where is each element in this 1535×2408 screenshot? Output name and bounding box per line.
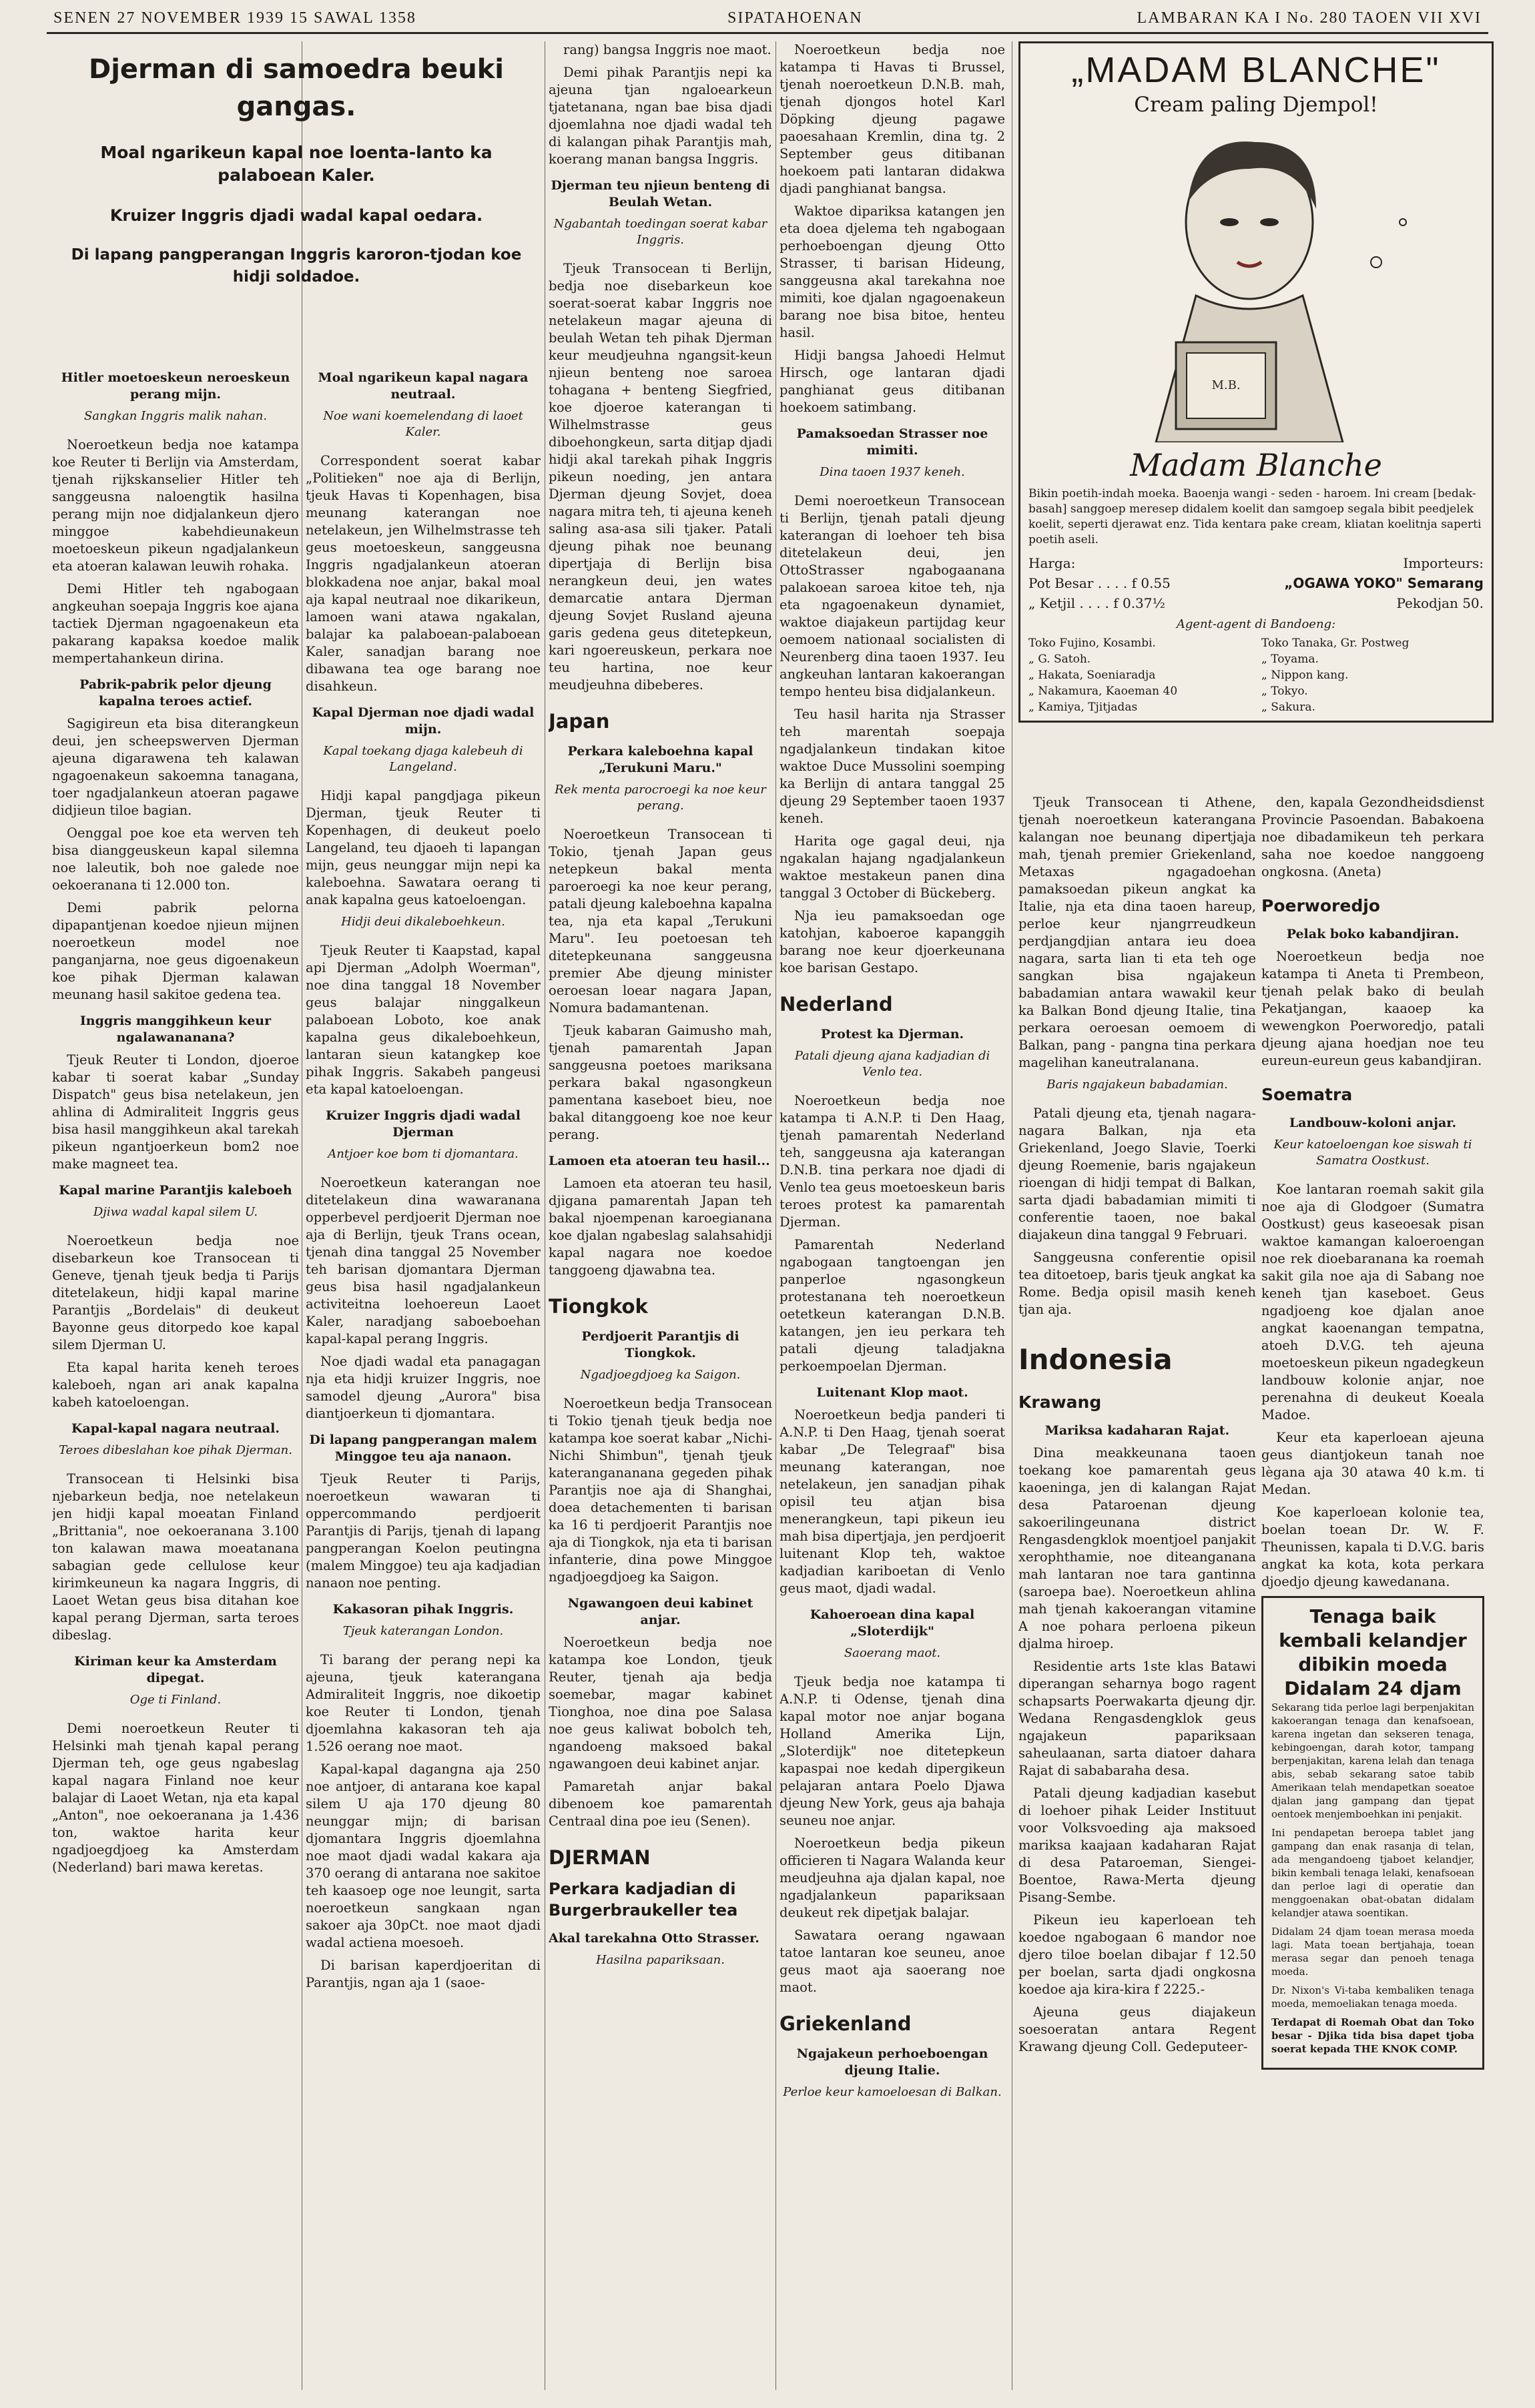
article-heading: Djerman teu njieun benteng di Beulah Wetan. (551, 178, 770, 210)
section-heading: Nederland (780, 993, 893, 1016)
article-paragraph: Hidji bangsa Jahoedi Helmut Hirsch, oge lantaran djadi panghianat geus ditibanan hoekoem satimbang. (780, 348, 1005, 415)
article-paragraph: Tjeuk Reuter ti London, djoeroe kabar ti soerat kabar „Sunday Dispatch" geus bisa netelakeun, jen ahlina di Admiraliteit Inggris geus bisa hasil manggihkeun akal tarekah pikeun ngantjoerkeun bom2 noe make magneet tea. (52, 1052, 299, 1172)
price-label: Harga: (1028, 555, 1076, 571)
tonic-ad-paragraph: Didalam 24 djam toean merasa moeda lagi. Mata toean bertjahaja, toean merasa segar dan penoeh tenaga moeda. (1271, 1926, 1474, 1978)
masthead (47, 5, 1488, 34)
agents-right (1261, 635, 1484, 715)
column-1 (52, 360, 299, 2389)
article-kicker: Oge ti Finland. (129, 1693, 222, 1707)
article-heading: Mariksa kadaharan Rajat. (1044, 1423, 1230, 1438)
article-kicker: Djiwa wadal kapal silem U. (93, 1205, 258, 1219)
article-heading: Kruizer Inggris djadi wadal Djerman (326, 1108, 521, 1140)
article-paragraph: Noeroetkeun bedja panderi ti A.N.P. ti Den Haag, tjenah soerat kabar „De Telegraaf" bisa meunang katerangan, noe netelakeun, jen sanadjan pihak opisil teu atjan bisa menerangkeun, tapi pikeun ieu mah bisa dipertjaja, jen perdjoerit luitenant Klop teh, waktoe kadjadian kariboetan di Venlo geus maot, djadi wadal. (780, 1407, 1005, 1596)
article-paragraph: Koe kaperloean kolonie tea, boelan toean Dr. W. F. Theunissen, kapala ti D.V.G. baris angkat ka kota, kota perkara djoedjo djeung kawedanana. (1261, 1505, 1484, 1589)
article-paragraph: Noeroetkeun bedja noe katampa ti A.N.P. ti Den Haag, tjenah pamarentah Nederland teh, sanggeusna aja katerangan D.N.B. tina perkara noe djadi di Venlo tea geus moetoeskeun baris teroes protest ka pamarentah Djerman. (780, 1093, 1005, 1230)
masthead-title: SIPATAHOENAN (727, 9, 863, 27)
article-paragraph: Demi noeroetkeun Transocean ti Berlijn, tjenah patali djeung katerangan di loehoer teh bisa ditetelakeun deui, jen OttoStrasser ngabogaanana palakoean saroea kitoe teh, nja eta ngagoenakeun dynamiet, waktoe diajakeun partijdag keur oemoem nationaal socialisten di Neurenberg dina taoen 1937. Ieu angkeuhan lantaran kakoerangan tempo henteu bisa didjalankeun. (780, 493, 1005, 699)
column-2 (306, 360, 541, 2389)
article-paragraph: Di barisan kaperdjoeritan di Parantjis, ngan aja 1 (saoe- (306, 1958, 541, 1990)
price-item-large: Pot Besar . . . . (1028, 575, 1128, 591)
agent-entry: „ Hakata, Soeniaradja (1028, 669, 1156, 682)
article-kicker: Keur katoeloengan koe siswah ti Samatra Oostkust. (1273, 1138, 1472, 1168)
ad-title: „MADAM BLANCHE" (1071, 50, 1441, 90)
article-paragraph: Tjeuk Transocean ti Athene, tjenah noeroetkeun katerangana kalangan noe beunang dipertjaja mah, tjenah premier Griekenland, Metaxas ngagadoehan pamaksoedan pikeun angkat ka Italie, nja eta dina taoen hareup, perloe keur njangrreudkeun perdjangdjian antara ieu doea nagara, sarta lian ti eta teh oge sangkan bisa ngajakeun babadamian antara wawakil keur ka Balkan Bond djeung Italie, tina perkara oeroesan oemoem di Balkan, pang - pangna tina perkara magelihan kaneutralanana. (1018, 795, 1256, 1070)
article-paragraph: Noeroetkeun bedja noe katampa koe Reuter ti Berlijn via Amsterdam, tjenah rijkskanselier Hitler teh sanggeusna naloengtik hasilna perang mijn noe didjalankeun djero minggoe kabehdieunakeun moetoeskeun pikeun ngadjalankeun eta atoeran kalawan leuwih rohaka. (52, 437, 299, 574)
article-paragraph: Transocean ti Helsinki bisa njebarkeun bedja, noe netelakeun jen hidji kapal moeatan Finland „Brittania", noe oekoeranana 3.100 ton kalawan mawa moeatanana sabagian gede cellulose keur kirimkeuneun ka nagara Inggris, di Laoet Wetan geus bisa ditahan koe kapal perang Djerman, sarta teroes dibeslag. (52, 1471, 299, 1643)
article-paragraph: Pamarentah Nederland ngabogaan tangtoengan jen panperloe ngasongkeun protestanana teh noeroetkeun oetetkeun katerangan D.N.B. katangen, jen ieu perkara teh patali djeung taladjakna perkoempoelan Djerman. (780, 1237, 1005, 1374)
agent-entry: „ Tokyo. (1261, 685, 1308, 698)
article-heading: Kapal Djerman noe djadi wadal mijn. (312, 705, 535, 737)
article-paragraph: Nja ieu pamaksoedan oge katohjan, kaboeroe kapanggih barang noe keur djoerkeunana koe barisan Gestapo. (780, 908, 1005, 975)
article-kicker: Teroes dibeslahan koe pihak Djerman. (59, 1443, 292, 1457)
article-paragraph: Ti barang der perang nepi ka ajeuna, tjeuk katerangana Admiraliteit Inggris, noe dikoetip koe Reuter ti London, tjenah djoemlahna kakasoran teh aja 1.526 oerang noe maot. (306, 1652, 541, 1754)
agent-entry: „ Sakura. (1261, 701, 1315, 714)
article-heading: Kakasoran pihak Inggris. (332, 1602, 514, 1617)
article-kicker: Noe wani koemelendang di laoet Kaler. (323, 409, 523, 439)
section-heading: Krawang (1018, 1392, 1102, 1412)
article-paragraph: Eta kapal harita keneh teroes kaleboeh, ngan ari anak kapalna kabeh katoeloengan. (52, 1360, 299, 1410)
article-heading: Pamaksoedan Strasser noe mimiti. (796, 426, 988, 458)
tonic-advertisement (1261, 1596, 1484, 2070)
article-paragraph: Sawatara oerang ngawaan tatoe lantaran koe seuneu, anoe geus maot aja saoerang noe maot. (780, 1928, 1005, 1995)
column-5 (1018, 794, 1256, 2389)
article-paragraph: Keur eta kaperloean ajeuna geus diantjokeun tanah noe lègana aja 30 atawa 40 k.m. ti Medan. (1261, 1430, 1484, 1497)
article-paragraph: Waktoe dipariksa katangen jen eta doea djelema teh ngabogaan perhoeboengan djeung Otto Strasser, ti barisan Hideung, sanggeusna akal tarekahna noe mimiti, koe djalan ngagoenakeun barang noe bisa bitoe, henteu hasil. (780, 204, 1005, 340)
article-paragraph: Koe lantaran roemah sakit gila noe aja di Glodgoer (Sumatra Oostkust) geus kaseoesak pisan waktoe kamangan kaloeroengan noe rek dioebaranana ka roemah sakit gila noe aja di Sabang noe keneh tjan kaseboet. Geus ngadjoeng koe djalan anoe angkat kaoenangan tempatna, atoeh D.V.G. teh ajeuna moetoeskeun pikeun ngadegkeun landbouw kolonie anjar, noe perenahna di deukeut Koeala Madoe. (1261, 1182, 1484, 1423)
article-heading: Pabrik-pabrik pelor djeung kapalna teroes actief. (79, 677, 272, 709)
article-paragraph: Oenggal poe koe eta werven teh bisa dianggeuskeun kapal silemna noe laleutik, boh noe galede noe oekoeranana ti 12.000 ton. (52, 825, 299, 893)
article-paragraph: Noeroetkeun bedja noe disebarkeun koe Transocean ti Geneve, tjenah tjeuk bedja ti Parijs ditetelakeun, hidji kapal marine Parantjis „Bordelais" di deukeut Bayonne geus ditorpedo koe kapal silem Djerman U. (52, 1233, 299, 1352)
column-3 (549, 41, 772, 2390)
cream-advertisement (1018, 41, 1494, 736)
agents-list (1028, 635, 1484, 715)
article-kicker: Perloe keur kamoeloesan di Balkan. (783, 2085, 1002, 2099)
article-kicker: Dina taoen 1937 keneh. (820, 465, 965, 479)
article-kicker: Saoerang maot. (844, 1646, 941, 1660)
article-heading: Moal ngarikeun kapal nagara neutraal. (318, 370, 529, 402)
article-kicker: Sangkan Inggris malik nahan. (83, 409, 268, 423)
article-paragraph: Patali djeung kadjadian kasebut di loehoer pihak Leider Instituut voor Volksvoeding aja maksoed mariksa kaajaan kadaharan Rajat di desa Pataroeman, Siengei-Boentoe, Rawa-Merta djeung Pisang-Sembe. (1018, 1785, 1256, 1905)
section-heading: Japan (549, 710, 610, 733)
article-paragraph: Noeroetkeun bedja pikeun officieren ti Nagara Walanda keur meudjeuhna aja djalan kapal, noe ngadjalankeun papariksaan deukeut rek dipetjak balajar. (780, 1836, 1005, 1920)
article-paragraph: Noe djadi wadal eta panagagan nja eta hidji kruizer Inggris, noe samodel djeung „Aurora" bisa diantjoerkeun ti djomantara. (306, 1354, 541, 1421)
price-large-value: f 0.55 (1131, 575, 1171, 591)
article-kicker: Patali djeung ajana kadjadian di Venlo tea. (794, 1049, 990, 1079)
article-kicker: Hidji deui dikaleboehkeun. (341, 915, 505, 929)
agent-entry: „ G. Satoh. (1028, 653, 1091, 666)
ad-tagline: Cream paling Djempol! (1134, 93, 1378, 117)
article-kicker: Antjoer koe bom ti djomantara. (328, 1147, 519, 1161)
article-heading: Landbouw-koloni anjar. (1289, 1116, 1457, 1130)
price-row (1028, 573, 1484, 593)
article-paragraph: den, kapala Gezondheidsdienst Provincie Pasoendan. Babakoena noe dibadamikeun teh perkara saha noe koedoe nanggoeng ongkosna. (Aneta) (1261, 795, 1484, 879)
article-heading: Pelak boko kabandjiran. (1286, 927, 1460, 941)
agent-entry: „ Kamiya, Tjitjadas (1028, 701, 1138, 714)
article-paragraph: Noeroetkeun bedja noe katampa koe London, tjeuk Reuter, tjenah aja bedja soemebar, magar kabinet Tionghoa, noe dina poe Salasa noe geus kaliwat bobolch teh, ngandoeng maksoed bakal ngawangoen deui kabinet anjar. (549, 1635, 772, 1771)
article-paragraph: Demi pihak Parantjis nepi ka ajeuna tjan ngaloearkeun tjatetanana, ngan bae bisa djadi djoemlahna noe djadi wadal teh di kalangan pihak Parantjis mah, koerang manan bangsa Inggris. (549, 65, 772, 167)
article-heading: Kapal-kapal nagara neutraal. (71, 1421, 280, 1436)
masthead-date: SENEN 27 NOVEMBER 1939 15 SAWAL 1358 (53, 9, 416, 27)
article-paragraph: Demi noeroetkeun Reuter ti Helsinki mah tjenah kapal perang Djerman teh, oge geus ngabeslag kapal nagara Finland noe keur balajar di Laoet Wetan, nja eta kapal „Anton", noe oekoeranana ja 1.436 ton, waktoe harita keur ngadjoegdjoeg ka Amsterdam (Nederland) bari mawa keretas. (52, 1721, 299, 1875)
lead-subtitle-2: Kruizer Inggris djadi wadal kapal oedara. (109, 206, 483, 225)
article-kicker: Rek menta parocroegi ka noe keur perang. (555, 783, 766, 813)
article-paragraph: Pikeun ieu kaperloean teh koedoe ngabogaan 6 mandor noe djero tiloe boelan dibajar f 12.50 per boelan, sarta djadi ongkosna koedoe aja kira-kira f 2225.- (1018, 1912, 1256, 1997)
lead-title: Djerman di samoedra beuki gangas. (88, 54, 505, 122)
article-paragraph: Correspondent soerat kabar „Politieken" noe aja di Berlijn, tjeuk Havas ti Kopenhagen, bisa meunang katerangan noe netelakeun, jen Wilhelmstrasse teh geus moetoeskeun, sanggeusna Inggris ngadjalankeun atoeran blokkadena noe anjar, bakal moal aja kapal neutraal noe dikarikeun, lamoen wani atawa ngakalan, balajar ka palaboean-palaboean Kaler, sanadjan barang noe dibawana tea oge barang noe disahkeun. (306, 453, 541, 694)
masthead-issue: LAMBARAN KA I No. 280 TAOEN VII XVI (1137, 9, 1482, 27)
article-paragraph: Noeroetkeun katerangan noe ditetelakeun dina wawaranana opperbevel perdjoerit Djerman noe aja di Berlijn, tjeuk Trans ocean, tjenah dina tanggal 25 November teh barisan djomantara Djerman geus bisa hasil ngadjalankeun activiteitna loehoereun Laoet Kaler, naradjang saboeboehan kapal-kapal perang Inggris. (306, 1175, 541, 1346)
lead-headline-block (52, 41, 541, 304)
article-paragraph: Tjeuk bedja noe katampa ti A.N.P. ti Odense, tjenah dina kapal motor noe anjar bogana Holland Amerika Lijn, „Sloterdijk" noe ditetepkeun kapaspai noe kedah dipergikeun pelajaran antara Poelo Djawa djeung New York, geus aja bahaja seuneu noe anjar. (780, 1674, 1005, 1828)
woman-illustration-icon (1028, 122, 1484, 442)
article-heading: Perdjoerit Parantjis di Tiongkok. (581, 1329, 739, 1360)
article-paragraph: Dina meakkeunana taoen toekang koe pamarentah geus kaoeninga, jen di kalangan Rajat desa Pataroenan djeung sakoerilingeunana district Rengasdengklok moentjoel panjakit xerophthamie, noe diteanganana mah lantaran noe tara gantinna (saroepa bae). Noeroetkeun ahlina mah tjenah kakoerangan vitamine A noe pohara perloena pikeun djalma hiroep. (1018, 1445, 1256, 1651)
tonic-ad-paragraph: Dr. Nixon's Vi-taba kembaliken tenaga moeda, memoeliakan tenaga moeda. (1271, 1984, 1474, 2010)
article-kicker: Ngabantah toedingan soerat kabar Inggris. (553, 217, 768, 247)
article-paragraph: Hidji kapal pangdjaga pikeun Djerman, tjeuk Reuter ti Kopenhagen, di deukeut poelo Langeland, teu djaoeh ti lapangan mijn, geus neunggar mijn nepi ka kaleboehna. Sawatara oerang ti anak kapalna geus katoeloengan. (306, 788, 541, 907)
section-heading: Soematra (1261, 1085, 1353, 1104)
agents-title: Agent-agent di Bandoeng: (1176, 617, 1336, 631)
article-heading: Protest ka Djerman. (820, 1027, 964, 1042)
article-kicker: Hasilna papariksaan. (595, 1953, 725, 1967)
article-paragraph: rang) bangsa Inggris noe maot. (563, 42, 772, 57)
price-row (1028, 593, 1484, 613)
article-paragraph: Noeroetkeun Transocean ti Tokio, tjenah Japan geus netepkeun bakal menta paroeroegi ka noe keur perang, patali djeung kaleboehna kapalna tea, nja eta kapal „Terukuni Maru". Ieu poetoesan teh ditetepkeunana sanggeusna premier Abe djeung minister oeroesan loear nagara Japan, Nomura badamantenan. (549, 827, 772, 1016)
tonic-ad-footer: Terdapat di Roemah Obat dan Toko besar - Djika tida bisa dapet tjoba soerat kepada THE KNOK COMP. (1271, 2016, 1474, 2055)
article-paragraph: Tjeuk Transocean ti Berlijn, bedja noe disebarkeun koe soerat-soerat kabar Inggris noe netelakeun magar ajeuna di beulah Wetan teh pihak Djerman keur meudjeuhna ngangsit-keun njieun benteng noe saroea tohagana + benteng Siegfried, koe djoeroe katerangan ti Wilhelmstrasse geus diboehongkeun, sarta ditjap djadi hidji akal tarekah pihak Inggris pikeun noeding, jen antara Djerman djeung Sovjet, doea nagara mitra teh, ti ajeuna keneh saling asa-asa sili tjaker. Patali djeung pihak noe beunang dipertjaja di Berlijn bisa nerangkeun deui, jen wates demarcatie antara Djerman djeung Sovjet Rusland ajeuna garis gedena geus ditetepkeun, kari ngoereuskeun, perkara noe teu hartina, noe keur meudjeuhna dibeberes. (549, 261, 772, 693)
ad-description: Bikin poetih-indah moeka. Baoenja wangi - seden - haroem. Ini cream [bedak-basah] sanggoep meresep didalem koelit dan samgoep segala bibit peedjelek koelit, seperti djerawat enz. Tida kentara pake cream, kliatan koelitnja saperti poetih aseli. (1028, 487, 1482, 546)
price-item-small: „ Ketjil . . . . (1028, 595, 1109, 611)
svg-text:M.B.: M.B. (1211, 378, 1241, 392)
section-heading: Griekenland (780, 2012, 912, 2035)
article-paragraph: Demi Hitler teh ngabogaan angkeuhan soepaja Inggris koe ajana tactiek Djerman ngagoenakeun eta pakarang kapaksa koedoe malik mempertahankeun dirina. (52, 581, 299, 666)
article-paragraph: Demi pabrik pelorna dipapantjenan koedoe njieun mijnen noeroetkeun model noe panganjarna, noe geus digoenakeun koe pihak Djerman kalawan meunang hasil sakitoe gedena tea. (52, 900, 299, 1002)
article-kicker: Baris ngajakeun babadamian. (1046, 1078, 1228, 1092)
article-paragraph: Noeroetkeun bedja Transocean ti Tokio tjenah tjeuk bedja noe katampa koe soerat kabar „Nichi-Nichi Shimbun", tjenah tjeuk katerangananana gegeden pihak Parantjis noe aja di Shanghai, doea detachementen ti barisan ka 16 ti perdjoerit Parantjis noe aja di Tiongkok, nja eta ti barisan infanterie, dina powe Minggoe ngadjoegdjoeg ka Saigon. (549, 1396, 772, 1585)
article-kicker: Tjeuk katerangan London. (342, 1624, 504, 1638)
article-paragraph: Sanggeusna conferentie opisil tea ditoetoep, baris tjeuk angkat ka Rome. Bedja opisil masih keneh tjan aja. (1018, 1250, 1256, 1317)
agent-entry: „ Nippon kang. (1261, 669, 1349, 682)
article-paragraph: Lamoen eta atoeran teu hasil, djigana pamarentah Japan teh bakal njoempenan karoegianana koe djalan ngabeslag salahsahidji kapal nagara noe koedoe tanggoeng djawabna tea. (549, 1176, 772, 1278)
article-heading: Ngajakeun perhoeboengan djeung Italie. (796, 2046, 988, 2078)
section-heading: DJERMAN (549, 1846, 651, 1869)
tonic-ad-title: Tenaga baik kembali kelandjer dibikin moeda Didalam 24 djam (1279, 1605, 1467, 1699)
agent-entry: „ Toyama. (1261, 653, 1319, 666)
section-heading: Poerworedjo (1261, 896, 1380, 915)
lead-subtitle-1: Moal ngarikeun kapal noe loenta-lanto ka palaboean Kaler. (100, 143, 493, 185)
article-paragraph: Residentie arts 1ste klas Batawi diperangan seharnya bogo ragent schapsarts Poerwakarta djeung djr. Wedana Rengasdengklok geus ngajakeun papariksaan saheulaanan, sarta diatoer dahara Rajat di sababaraha desa. (1018, 1659, 1256, 1778)
article-paragraph: Patali djeung eta, tjenah nagara-nagara Balkan, nja eta Griekenland, Joego Slavie, Toerki djeung Roemenie, baris ngajakeun rioengan di hidji tempat di Balkan, sarta djadi babadamian mimiti ti conferentie taoen, noe bakal diajakeun dina tanggal 9 Februari. (1018, 1106, 1256, 1242)
price-header-row (1028, 553, 1484, 573)
importer-company: „OGAWA YOKO" Semarang (1284, 575, 1484, 591)
column-4 (780, 41, 1005, 2390)
price-small-value: f 0.37½ (1113, 595, 1165, 611)
lead-subtitle-3: Di lapang pangperangan Inggris karoron-tjodan koe hidji soldadoe. (71, 246, 522, 286)
article-heading: Luitenant Klop maot. (816, 1385, 968, 1400)
article-heading: Kiriman keur ka Amsterdam dipegat. (74, 1654, 277, 1685)
section-heading: Indonesia (1018, 1343, 1173, 1376)
article-paragraph: Tjeuk Reuter ti Parijs, noeroetkeun wawaran ti oppercommando perdjoerit Parantjis di Parijs, tjenah di lapang pangperangan Koelon peutingna (malem Minggoe) teu aja kadjadian nanaon noe penting. (306, 1471, 541, 1591)
section-heading: Tiongkok (549, 1295, 648, 1318)
article-paragraph: Teu hasil harita nja Strasser teh marentah soepaja ngadjalankeun tindakan kitoe waktoe Duce Mussolini soemping ka Berlijn di antara tanggal 25 djeung 29 September taoen 1937 keneh. (780, 707, 1005, 826)
article-heading: Inggris manggihkeun keur ngalawananana? (79, 1014, 272, 1045)
column-6 (1261, 794, 1484, 2389)
article-paragraph: Kapal-kapal dagangna aja 250 noe antjoer, di antarana koe kapal silem U aja 170 djeung 80 neunggar mijn; di barisan djomantara Inggris djoemlahna noe maot djadi wadal kakara aja 370 oerang di antarana noe sakitoe teh kaasoep oge noe leungit, sarta noeroetkeun sangkaan ngan sakoer aja 30pCt. noe maot djadi wadal actiena moesoeh. (306, 1761, 541, 1950)
article-heading: Hitler moetoeskeun neroeskeun perang mijn. (61, 370, 290, 402)
tonic-ad-paragraph: Ini pendapetan beroepa tablet jang gampang dan enak rasanja di telan, ada mengandoeng tjaboet kelandjer, bikin kembali tenaga lelaki, kenafsoean dan perloe lagi di operatie dan menggoenakan obat-obatan didalam kelandjer atawa soentikan. (1271, 1827, 1474, 1919)
article-paragraph: Noeroetkeun bedja noe katampa ti Aneta ti Prembeon, tjenah pelak bako di beulah Pekatjangan, kaaoep ka wewengkon Poerworedjo, patali djeung ajana hoedjan noe teu eureun-eureun geus kabandjiran. (1261, 949, 1484, 1068)
article-heading: Di lapang pangperangan malem Minggoe teu aja nanaon. (309, 1433, 537, 1464)
article-heading: Ngawangoen deui kabinet anjar. (567, 1596, 753, 1627)
article-paragraph: Harita oge gagal deui, nja ngakalan hajang ngadjalankeun waktoe mestakeun panen dina tanggal 3 October di Bückeberg. (780, 833, 1005, 901)
tonic-ad-paragraph: Sekarang tida perloe lagi berpenjakitan kakoerangan tenaga dan kenafsoean, karena ingetan dan sekseren tenaga, kebingoengan, darah kotor, tampang berpenjakitan, karena lelah dan tenaga abis, sebab sekarang satoe tabib Amerikaan telah mendapetkan soeatoe djalan jang gampang dan tjepat oentoek menjemboehkan ini penjakit. (1271, 1701, 1474, 1820)
ad-brand-script: Madam Blanche (1130, 447, 1382, 483)
article-heading: Kahoeroean dina kapal „Sloterdijk" (810, 1607, 975, 1639)
article-paragraph: Tjeuk kabaran Gaimusho mah, tjenah pamarentah Japan sanggeusna poetoes mariksana perkara bakal ngasongkeun pamentana kaseboet bieu, noe bakal ditanggoeng koe noe keur perang. (549, 1023, 772, 1142)
article-heading: Perkara kaleboehna kapal „Terukuni Maru." (567, 744, 753, 775)
article-paragraph: Pamaretah anjar bakal dibenoem koe pamarentah Centraal dina poe ieu (Senen). (549, 1779, 772, 1829)
article-heading: Lamoen eta atoeran teu hasil... (549, 1154, 770, 1168)
importer-address: Pekodjan 50. (1396, 595, 1484, 611)
article-kicker: Kapal toekang djaga kalebeuh di Langeland. (323, 744, 523, 774)
ad-frame (1018, 41, 1494, 723)
importer-label: Importeurs: (1403, 555, 1484, 571)
article-paragraph: Sagigireun eta bisa diterangkeun deui, jen scheepswerven Djerman ajeuna digarawena teh kalawan ngagoenakeun sakoemna tanagana, toer ngadjalankeun atoeran pagawe didjieun tiloe bagian. (52, 716, 299, 818)
agent-entry: Toko Fujino, Kosambi. (1028, 637, 1156, 650)
agent-entry: Toko Tanaka, Gr. Postweg (1261, 637, 1410, 650)
article-paragraph: Tjeuk Reuter ti Kaapstad, kapal api Djerman „Adolph Woerman", noe dina tanggal 18 November geus balajar ninggalkeun palaboean Loboto, koe anak kapalna geus dikaleboehkeun, lantaran sieun katangkep koe pihak Inggris. Sakabeh pangeusi eta kapal katoeloengan. (306, 943, 541, 1097)
article-heading: Perkara kadjadian di Burgerbraukeller tea (549, 1880, 738, 1920)
agent-entry: „ Nakamura, Kaoeman 40 (1028, 685, 1178, 698)
article-heading: Kapal marine Parantjis kaleboeh (59, 1183, 292, 1198)
article-paragraph: Ajeuna geus diajakeun soesoeratan antara Regent Krawang djeung Coll. Gedeputeer- (1018, 2004, 1256, 2054)
agents-left (1028, 635, 1251, 715)
article-heading: Akal tarekahna Otto Strasser. (549, 1931, 759, 1946)
article-kicker: Ngadjoegdjoeg ka Saigon. (580, 1368, 741, 1382)
article-paragraph: Noeroetkeun bedja noe katampa ti Havas ti Brussel, tjenah noeroetkeun D.N.B. mah, tjenah djongos hotel Karl Döpking djeung pagawe paoesahaan Kremlin, dina tg. 2 September geus ditibanan hoekoem pati lantaran didakwa djadi panghianat bangsa. (780, 42, 1005, 196)
